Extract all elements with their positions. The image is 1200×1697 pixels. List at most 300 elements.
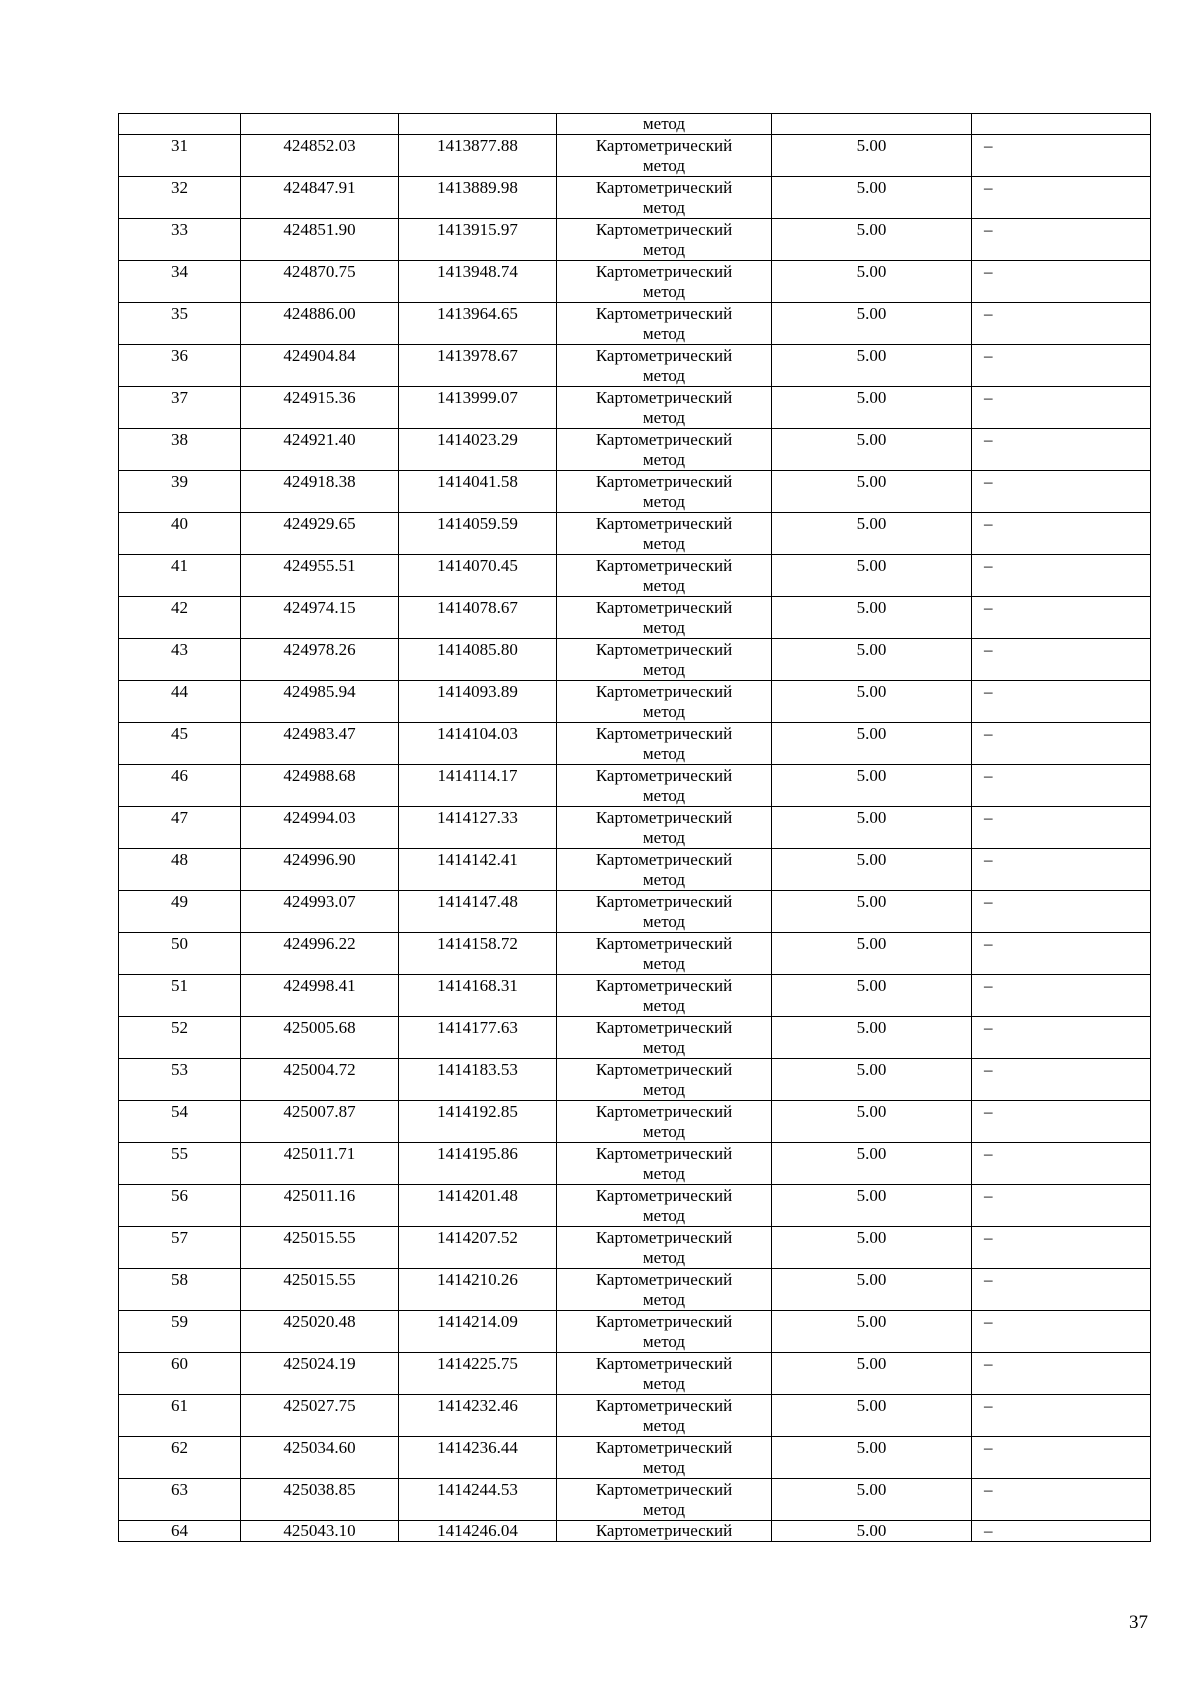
cell-y: 1414210.26 (399, 1269, 557, 1311)
method-line-1: Картометрический (595, 220, 733, 239)
cell-description: – (972, 1101, 1151, 1143)
cell-y: 1414214.09 (399, 1311, 557, 1353)
method-line-1: Картометрический (595, 262, 733, 281)
cell-num: 42 (119, 597, 241, 639)
cell-num: 54 (119, 1101, 241, 1143)
cell-method (557, 219, 772, 261)
cell-method (557, 1311, 772, 1353)
cell-accuracy: 5.00 (772, 597, 972, 639)
table-row (119, 135, 1151, 177)
method-line-2: метод (642, 282, 686, 301)
cell-x: 424993.07 (241, 891, 399, 933)
cell-y: 1414246.04 (399, 1521, 557, 1542)
cell-x: 424904.84 (241, 345, 399, 387)
cell-num: 34 (119, 261, 241, 303)
method-line-1: Картометрический (595, 1354, 733, 1373)
cell-method (557, 849, 772, 891)
cell-y: 1414104.03 (399, 723, 557, 765)
cell-accuracy: 5.00 (772, 471, 972, 513)
method-line-1: Картометрический (595, 1228, 733, 1247)
cell-x: 424870.75 (241, 261, 399, 303)
cell-y: 1414023.29 (399, 429, 557, 471)
cell-accuracy: 5.00 (772, 219, 972, 261)
cell-x: 425005.68 (241, 1017, 399, 1059)
cell-num: 61 (119, 1395, 241, 1437)
cell-method (557, 597, 772, 639)
cell-y: 1414070.45 (399, 555, 557, 597)
method-line-1: Картометрический (595, 1396, 733, 1415)
cell-description: – (972, 1353, 1151, 1395)
table-row (119, 1227, 1151, 1269)
method-line-1: Картометрический (595, 388, 733, 407)
table-body (119, 114, 1151, 1542)
table-row (119, 1185, 1151, 1227)
cell-accuracy: 5.00 (772, 135, 972, 177)
method-line-2: метод (642, 1080, 686, 1099)
method-line-2: метод (642, 618, 686, 637)
cell-description: – (972, 975, 1151, 1017)
cell-num: 35 (119, 303, 241, 345)
cell-y: 1413999.07 (399, 387, 557, 429)
method-line-2: метод (642, 1122, 686, 1141)
cell-accuracy: 5.00 (772, 1437, 972, 1479)
cell-x: 424996.22 (241, 933, 399, 975)
cell-num: 52 (119, 1017, 241, 1059)
cell-num: 53 (119, 1059, 241, 1101)
cell-accuracy: 5.00 (772, 933, 972, 975)
cell-y: 1414201.48 (399, 1185, 557, 1227)
cell-x: 424983.47 (241, 723, 399, 765)
cell-accuracy: 5.00 (772, 513, 972, 555)
cell-y: 1414059.59 (399, 513, 557, 555)
cell-description (972, 114, 1151, 135)
cell-accuracy: 5.00 (772, 1353, 972, 1395)
table-row (119, 1521, 1151, 1542)
cell-description: – (972, 1437, 1151, 1479)
method-line-2: метод (642, 828, 686, 847)
cell-y: 1414177.63 (399, 1017, 557, 1059)
cell-accuracy: 5.00 (772, 1227, 972, 1269)
table-row (119, 639, 1151, 681)
cell-description: – (972, 1059, 1151, 1101)
cell-x: 425007.87 (241, 1101, 399, 1143)
cell-y: 1414232.46 (399, 1395, 557, 1437)
table-row (119, 597, 1151, 639)
cell-method (557, 1437, 772, 1479)
cell-accuracy: 5.00 (772, 891, 972, 933)
cell-num: 51 (119, 975, 241, 1017)
method-line-1: Картометрический (595, 640, 733, 659)
cell-method (557, 303, 772, 345)
table-row (119, 681, 1151, 723)
method-line-1: Картометрический (595, 556, 733, 575)
cell-method (557, 1395, 772, 1437)
cell-y: 1414236.44 (399, 1437, 557, 1479)
cell-description: – (972, 723, 1151, 765)
method-line-2: метод (642, 492, 686, 511)
cell-description: – (972, 177, 1151, 219)
cell-num: 47 (119, 807, 241, 849)
cell-x: 424918.38 (241, 471, 399, 513)
cell-num: 43 (119, 639, 241, 681)
table-row (119, 975, 1151, 1017)
cell-y: 1414168.31 (399, 975, 557, 1017)
cell-description: – (972, 891, 1151, 933)
cell-accuracy: 5.00 (772, 429, 972, 471)
table-row (119, 471, 1151, 513)
cell-num: 59 (119, 1311, 241, 1353)
cell-x (241, 114, 399, 135)
method-line-1: Картометрический (595, 346, 733, 365)
method-line-1: Картометрический (595, 1480, 733, 1499)
table-row (119, 1269, 1151, 1311)
cell-num: 37 (119, 387, 241, 429)
cell-accuracy: 5.00 (772, 1143, 972, 1185)
table-row (119, 429, 1151, 471)
cell-accuracy: 5.00 (772, 1269, 972, 1311)
cell-num: 50 (119, 933, 241, 975)
table-row (119, 1101, 1151, 1143)
cell-num: 41 (119, 555, 241, 597)
cell-num: 45 (119, 723, 241, 765)
method-line-2: метод (642, 1038, 686, 1057)
method-line-2: метод (642, 408, 686, 427)
method-line-2: метод (642, 744, 686, 763)
cell-y: 1414078.67 (399, 597, 557, 639)
method-line-2: метод (642, 450, 686, 469)
cell-y: 1413915.97 (399, 219, 557, 261)
cell-num (119, 114, 241, 135)
cell-num: 32 (119, 177, 241, 219)
cell-method: Картометрический (557, 1521, 772, 1542)
cell-num: 48 (119, 849, 241, 891)
cell-description: – (972, 639, 1151, 681)
cell-x: 425024.19 (241, 1353, 399, 1395)
cell-y: 1414225.75 (399, 1353, 557, 1395)
method-line-1: Картометрический (595, 1186, 733, 1205)
cell-num: 57 (119, 1227, 241, 1269)
method-line-1: Картометрический (595, 1270, 733, 1289)
cell-accuracy: 5.00 (772, 303, 972, 345)
method-line-1: Картометрический (595, 1060, 733, 1079)
cell-method (557, 1101, 772, 1143)
cell-method (557, 975, 772, 1017)
cell-method (557, 1269, 772, 1311)
cell-description: – (972, 1311, 1151, 1353)
cell-y: 1414127.33 (399, 807, 557, 849)
cell-accuracy: 5.00 (772, 177, 972, 219)
method-line-2: метод (642, 954, 686, 973)
cell-num: 36 (119, 345, 241, 387)
table-row (119, 1017, 1151, 1059)
table-row (119, 1437, 1151, 1479)
cell-num: 63 (119, 1479, 241, 1521)
cell-y: 1413978.67 (399, 345, 557, 387)
cell-accuracy: 5.00 (772, 1479, 972, 1521)
cell-description: – (972, 1227, 1151, 1269)
method-line-2: метод (642, 1458, 686, 1477)
cell-num: 46 (119, 765, 241, 807)
method-line-2: метод (642, 996, 686, 1015)
cell-description: – (972, 1143, 1151, 1185)
cell-num: 49 (119, 891, 241, 933)
cell-description: – (972, 471, 1151, 513)
cell-method (557, 933, 772, 975)
method-line-2: метод (642, 1374, 686, 1393)
cell-y: 1413948.74 (399, 261, 557, 303)
cell-x: 424921.40 (241, 429, 399, 471)
cell-x: 424851.90 (241, 219, 399, 261)
cell-x: 425038.85 (241, 1479, 399, 1521)
method-line-2: метод (642, 1290, 686, 1309)
method-line-2: метод (642, 576, 686, 595)
cell-x: 424985.94 (241, 681, 399, 723)
table-row (119, 303, 1151, 345)
cell-accuracy: 5.00 (772, 1395, 972, 1437)
cell-x: 424955.51 (241, 555, 399, 597)
cell-description: – (972, 1269, 1151, 1311)
method-line-1: Картометрический (595, 472, 733, 491)
table-row (119, 219, 1151, 261)
cell-method (557, 1479, 772, 1521)
cell-x: 425043.10 (241, 1521, 399, 1542)
cell-x: 425004.72 (241, 1059, 399, 1101)
method-line-2: метод (642, 702, 686, 721)
cell-method (557, 471, 772, 513)
cell-num: 58 (119, 1269, 241, 1311)
cell-x: 424988.68 (241, 765, 399, 807)
cell-accuracy: 5.00 (772, 1101, 972, 1143)
cell-x: 425027.75 (241, 1395, 399, 1437)
table-row (119, 807, 1151, 849)
method-line-2: метод (642, 366, 686, 385)
cell-y: 1413964.65 (399, 303, 557, 345)
cell-y: 1414244.53 (399, 1479, 557, 1521)
method-line-1: Картометрический (595, 682, 733, 701)
table-row (119, 849, 1151, 891)
cell-method (557, 555, 772, 597)
cell-description: – (972, 1017, 1151, 1059)
method-line-1: Картометрический (595, 808, 733, 827)
cell-y: 1414093.89 (399, 681, 557, 723)
method-line-2: метод (642, 912, 686, 931)
cell-x: 424998.41 (241, 975, 399, 1017)
cell-description: – (972, 303, 1151, 345)
table-row (119, 1395, 1151, 1437)
cell-accuracy: 5.00 (772, 261, 972, 303)
cell-method (557, 135, 772, 177)
cell-method (557, 429, 772, 471)
cell-x: 424847.91 (241, 177, 399, 219)
cell-method (557, 387, 772, 429)
method-line-1: Картометрический (595, 598, 733, 617)
cell-description: – (972, 1479, 1151, 1521)
cell-num: 40 (119, 513, 241, 555)
cell-y: 1414147.48 (399, 891, 557, 933)
cell-description: – (972, 681, 1151, 723)
cell-y: 1414195.86 (399, 1143, 557, 1185)
method-line-1: Картометрический (595, 1312, 733, 1331)
cell-num: 31 (119, 135, 241, 177)
cell-y: 1413889.98 (399, 177, 557, 219)
method-line-2: метод (642, 1332, 686, 1351)
cell-method (557, 1185, 772, 1227)
cell-description: – (972, 345, 1151, 387)
cell-y: 1413877.88 (399, 135, 557, 177)
cell-description: – (972, 555, 1151, 597)
cell-y: 1414085.80 (399, 639, 557, 681)
method-line-2: метод (642, 1500, 686, 1519)
cell-accuracy: 5.00 (772, 975, 972, 1017)
cell-x: 424978.26 (241, 639, 399, 681)
table-row (119, 1143, 1151, 1185)
cell-description: – (972, 807, 1151, 849)
cell-num: 56 (119, 1185, 241, 1227)
cell-num: 33 (119, 219, 241, 261)
cell-method (557, 513, 772, 555)
cell-accuracy: 5.00 (772, 639, 972, 681)
method-line-2: метод (642, 324, 686, 343)
method-line-1: Картометрический (595, 976, 733, 995)
cell-method (557, 261, 772, 303)
cell-x: 425020.48 (241, 1311, 399, 1353)
table-row (119, 345, 1151, 387)
cell-x: 424852.03 (241, 135, 399, 177)
method-line-1: Картометрический (595, 934, 733, 953)
page-number: 37 (1129, 1612, 1148, 1633)
table-row (119, 513, 1151, 555)
cell-x: 425011.71 (241, 1143, 399, 1185)
cell-accuracy: 5.00 (772, 1185, 972, 1227)
table-row (119, 933, 1151, 975)
cell-accuracy: 5.00 (772, 807, 972, 849)
cell-method (557, 1227, 772, 1269)
cell-num: 60 (119, 1353, 241, 1395)
table-row (119, 1353, 1151, 1395)
cell-method (557, 1143, 772, 1185)
cell-method: метод (557, 114, 772, 135)
method-line-2: метод (642, 1164, 686, 1183)
cell-num: 55 (119, 1143, 241, 1185)
method-line-1: Картометрический (595, 892, 733, 911)
cell-x: 425015.55 (241, 1269, 399, 1311)
cell-method (557, 891, 772, 933)
cell-y: 1414183.53 (399, 1059, 557, 1101)
cell-y: 1414114.17 (399, 765, 557, 807)
cell-x: 424915.36 (241, 387, 399, 429)
cell-y (399, 114, 557, 135)
cell-y: 1414158.72 (399, 933, 557, 975)
method-line-2: метод (642, 240, 686, 259)
table-row (119, 723, 1151, 765)
method-line-1: Картометрический (595, 724, 733, 743)
table-row (119, 1479, 1151, 1521)
cell-x: 424886.00 (241, 303, 399, 345)
cell-accuracy (772, 114, 972, 135)
cell-method (557, 1017, 772, 1059)
table-row-continuation (119, 114, 1151, 135)
cell-x: 425034.60 (241, 1437, 399, 1479)
table-row (119, 555, 1151, 597)
method-line-2: метод (642, 660, 686, 679)
cell-description: – (972, 261, 1151, 303)
cell-num: 62 (119, 1437, 241, 1479)
cell-accuracy: 5.00 (772, 555, 972, 597)
coordinates-table (118, 113, 1151, 1542)
cell-x: 424996.90 (241, 849, 399, 891)
cell-accuracy: 5.00 (772, 1017, 972, 1059)
cell-accuracy: 5.00 (772, 1059, 972, 1101)
cell-description: – (972, 135, 1151, 177)
cell-y: 1414207.52 (399, 1227, 557, 1269)
cell-description: – (972, 1521, 1151, 1542)
cell-y: 1414192.85 (399, 1101, 557, 1143)
cell-x: 424929.65 (241, 513, 399, 555)
cell-x: 424994.03 (241, 807, 399, 849)
method-line-2: метод (642, 1206, 686, 1225)
method-line-1: Картометрический (595, 766, 733, 785)
cell-y: 1414041.58 (399, 471, 557, 513)
cell-num: 39 (119, 471, 241, 513)
cell-description: – (972, 513, 1151, 555)
method-line-1: Картометрический (595, 1438, 733, 1457)
method-line-1: Картометрический (595, 514, 733, 533)
cell-num: 38 (119, 429, 241, 471)
table-row (119, 1311, 1151, 1353)
cell-method (557, 345, 772, 387)
method-line-2: метод (642, 534, 686, 553)
cell-method (557, 723, 772, 765)
cell-accuracy: 5.00 (772, 723, 972, 765)
table-row (119, 891, 1151, 933)
table-row (119, 765, 1151, 807)
table-row (119, 1059, 1151, 1101)
cell-method (557, 807, 772, 849)
method-line-2: метод (642, 198, 686, 217)
cell-description: – (972, 597, 1151, 639)
cell-description: – (972, 387, 1151, 429)
cell-description: – (972, 933, 1151, 975)
cell-num: 64 (119, 1521, 241, 1542)
cell-num: 44 (119, 681, 241, 723)
cell-description: – (972, 429, 1151, 471)
cell-method (557, 765, 772, 807)
method-line-1: Картометрический (595, 430, 733, 449)
method-line-1: Картометрический (595, 850, 733, 869)
method-line-1: Картометрический (595, 1018, 733, 1037)
cell-method (557, 1353, 772, 1395)
method-line-1: Картометрический (595, 304, 733, 323)
method-line-1: Картометрический (595, 178, 733, 197)
cell-accuracy: 5.00 (772, 681, 972, 723)
cell-description: – (972, 1185, 1151, 1227)
method-line-2: метод (642, 156, 686, 175)
cell-method (557, 681, 772, 723)
cell-description: – (972, 1395, 1151, 1437)
cell-accuracy: 5.00 (772, 1311, 972, 1353)
cell-accuracy: 5.00 (772, 345, 972, 387)
cell-accuracy: 5.00 (772, 849, 972, 891)
method-line-2: метод (642, 786, 686, 805)
cell-method (557, 639, 772, 681)
method-line-1: Картометрический (595, 1144, 733, 1163)
method-line-1: Картометрический (595, 1102, 733, 1121)
cell-description: – (972, 765, 1151, 807)
cell-description: – (972, 219, 1151, 261)
table-row (119, 261, 1151, 303)
cell-x: 424974.15 (241, 597, 399, 639)
cell-description: – (972, 849, 1151, 891)
